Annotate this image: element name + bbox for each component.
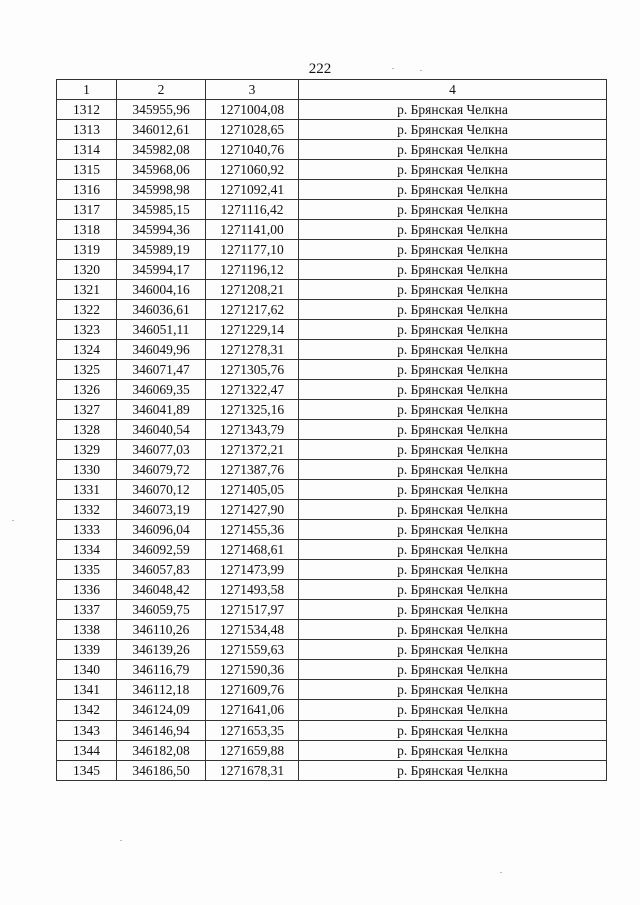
y-coordinate-cell: 1271659,88 (206, 740, 299, 760)
table-row (57, 660, 607, 680)
point-number-cell: 1318 (57, 220, 117, 240)
point-number-cell: 1316 (57, 180, 117, 200)
description-cell: р. Брянская Челкна (299, 220, 607, 240)
point-number-cell: 1334 (57, 540, 117, 560)
y-coordinate-cell: 1271405,05 (206, 480, 299, 500)
table-row (57, 100, 607, 120)
x-coordinate-cell: 345989,19 (117, 240, 206, 260)
y-coordinate-cell: 1271217,62 (206, 300, 299, 320)
x-coordinate-cell: 346186,50 (117, 760, 206, 780)
y-coordinate-cell: 1271468,61 (206, 540, 299, 560)
point-number-cell: 1329 (57, 440, 117, 460)
point-number-cell: 1332 (57, 500, 117, 520)
x-coordinate-cell: 346057,83 (117, 560, 206, 580)
table-row (57, 360, 607, 380)
point-number-cell: 1313 (57, 120, 117, 140)
x-coordinate-cell: 346041,89 (117, 400, 206, 420)
point-number-cell: 1315 (57, 160, 117, 180)
point-number-cell: 1328 (57, 420, 117, 440)
description-cell: р. Брянская Челкна (299, 420, 607, 440)
y-coordinate-cell: 1271590,36 (206, 660, 299, 680)
table-body (57, 100, 607, 781)
description-cell: р. Брянская Челкна (299, 260, 607, 280)
table-row (57, 700, 607, 720)
table-row (57, 220, 607, 240)
table-header-row (57, 80, 607, 100)
x-coordinate-cell: 346077,03 (117, 440, 206, 460)
table-row (57, 300, 607, 320)
table-row (57, 720, 607, 740)
x-coordinate-cell: 346036,61 (117, 300, 206, 320)
table-row (57, 120, 607, 140)
x-coordinate-cell: 346004,16 (117, 280, 206, 300)
table-row (57, 440, 607, 460)
description-cell: р. Брянская Челкна (299, 240, 607, 260)
point-number-cell: 1320 (57, 260, 117, 280)
description-cell: р. Брянская Челкна (299, 720, 607, 740)
x-coordinate-cell: 346051,11 (117, 320, 206, 340)
table-row (57, 620, 607, 640)
table-row (57, 280, 607, 300)
point-number-cell: 1337 (57, 600, 117, 620)
table-row (57, 520, 607, 540)
x-coordinate-cell: 345982,08 (117, 140, 206, 160)
scan-speck (12, 520, 14, 521)
description-cell: р. Брянская Челкна (299, 140, 607, 160)
table-row (57, 500, 607, 520)
point-number-cell: 1331 (57, 480, 117, 500)
y-coordinate-cell: 1271455,36 (206, 520, 299, 540)
y-coordinate-cell: 1271387,76 (206, 460, 299, 480)
x-coordinate-cell: 345994,17 (117, 260, 206, 280)
point-number-cell: 1323 (57, 320, 117, 340)
description-cell: р. Брянская Челкна (299, 760, 607, 780)
table-row (57, 260, 607, 280)
table-row (57, 240, 607, 260)
description-cell: р. Брянская Челкна (299, 380, 607, 400)
y-coordinate-cell: 1271092,41 (206, 180, 299, 200)
x-coordinate-cell: 346112,18 (117, 680, 206, 700)
table-row (57, 540, 607, 560)
x-coordinate-cell: 346073,19 (117, 500, 206, 520)
y-coordinate-cell: 1271609,76 (206, 680, 299, 700)
y-coordinate-cell: 1271343,79 (206, 420, 299, 440)
description-cell: р. Брянская Челкна (299, 300, 607, 320)
description-cell: р. Брянская Челкна (299, 580, 607, 600)
table-row (57, 420, 607, 440)
description-cell: р. Брянская Челкна (299, 360, 607, 380)
point-number-cell: 1340 (57, 660, 117, 680)
point-number-cell: 1326 (57, 380, 117, 400)
point-number-cell: 1336 (57, 580, 117, 600)
table-row (57, 640, 607, 660)
x-coordinate-cell: 345994,36 (117, 220, 206, 240)
point-number-cell: 1317 (57, 200, 117, 220)
x-coordinate-cell: 346048,42 (117, 580, 206, 600)
y-coordinate-cell: 1271325,16 (206, 400, 299, 420)
y-coordinate-cell: 1271040,76 (206, 140, 299, 160)
column-header-4: 4 (299, 80, 607, 100)
x-coordinate-cell: 346182,08 (117, 740, 206, 760)
x-coordinate-cell: 346079,72 (117, 460, 206, 480)
x-coordinate-cell: 346139,26 (117, 640, 206, 660)
table-row (57, 560, 607, 580)
point-number-cell: 1345 (57, 760, 117, 780)
y-coordinate-cell: 1271322,47 (206, 380, 299, 400)
table-row (57, 680, 607, 700)
y-coordinate-cell: 1271517,97 (206, 600, 299, 620)
column-header-1: 1 (57, 80, 117, 100)
y-coordinate-cell: 1271196,12 (206, 260, 299, 280)
column-header-2: 2 (117, 80, 206, 100)
description-cell: р. Брянская Челкна (299, 600, 607, 620)
y-coordinate-cell: 1271004,08 (206, 100, 299, 120)
y-coordinate-cell: 1271305,76 (206, 360, 299, 380)
point-number-cell: 1343 (57, 720, 117, 740)
coordinates-table (56, 79, 607, 781)
scan-speck (420, 70, 422, 71)
description-cell: р. Брянская Челкна (299, 540, 607, 560)
x-coordinate-cell: 346146,94 (117, 720, 206, 740)
description-cell: р. Брянская Челкна (299, 400, 607, 420)
y-coordinate-cell: 1271208,21 (206, 280, 299, 300)
table-row (57, 140, 607, 160)
table-row (57, 760, 607, 780)
description-cell: р. Брянская Челкна (299, 740, 607, 760)
x-coordinate-cell: 346124,09 (117, 700, 206, 720)
y-coordinate-cell: 1271641,06 (206, 700, 299, 720)
table-row (57, 460, 607, 480)
table-row (57, 320, 607, 340)
point-number-cell: 1325 (57, 360, 117, 380)
description-cell: р. Брянская Челкна (299, 560, 607, 580)
x-coordinate-cell: 346069,35 (117, 380, 206, 400)
x-coordinate-cell: 346040,54 (117, 420, 206, 440)
y-coordinate-cell: 1271559,63 (206, 640, 299, 660)
table-row (57, 580, 607, 600)
y-coordinate-cell: 1271534,48 (206, 620, 299, 640)
description-cell: р. Брянская Челкна (299, 440, 607, 460)
y-coordinate-cell: 1271372,21 (206, 440, 299, 460)
description-cell: р. Брянская Челкна (299, 180, 607, 200)
table-row (57, 480, 607, 500)
y-coordinate-cell: 1271116,42 (206, 200, 299, 220)
description-cell: р. Брянская Челкна (299, 320, 607, 340)
x-coordinate-cell: 346092,59 (117, 540, 206, 560)
table-row (57, 160, 607, 180)
point-number-cell: 1327 (57, 400, 117, 420)
table-row (57, 380, 607, 400)
x-coordinate-cell: 345955,96 (117, 100, 206, 120)
point-number-cell: 1335 (57, 560, 117, 580)
point-number-cell: 1333 (57, 520, 117, 540)
scan-speck (500, 872, 502, 873)
point-number-cell: 1314 (57, 140, 117, 160)
table-row (57, 340, 607, 360)
page-number: 222 (308, 61, 332, 77)
description-cell: р. Брянская Челкна (299, 460, 607, 480)
description-cell: р. Брянская Челкна (299, 640, 607, 660)
point-number-cell: 1342 (57, 700, 117, 720)
y-coordinate-cell: 1271060,92 (206, 160, 299, 180)
table-row (57, 200, 607, 220)
x-coordinate-cell: 346049,96 (117, 340, 206, 360)
y-coordinate-cell: 1271141,00 (206, 220, 299, 240)
scan-speck (392, 68, 394, 69)
point-number-cell: 1324 (57, 340, 117, 360)
x-coordinate-cell: 345998,98 (117, 180, 206, 200)
x-coordinate-cell: 346012,61 (117, 120, 206, 140)
x-coordinate-cell: 346110,26 (117, 620, 206, 640)
x-coordinate-cell: 346096,04 (117, 520, 206, 540)
table-row (57, 400, 607, 420)
point-number-cell: 1338 (57, 620, 117, 640)
y-coordinate-cell: 1271177,10 (206, 240, 299, 260)
description-cell: р. Брянская Челкна (299, 200, 607, 220)
table-row (57, 600, 607, 620)
y-coordinate-cell: 1271028,65 (206, 120, 299, 140)
point-number-cell: 1344 (57, 740, 117, 760)
point-number-cell: 1312 (57, 100, 117, 120)
point-number-cell: 1321 (57, 280, 117, 300)
x-coordinate-cell: 346059,75 (117, 600, 206, 620)
description-cell: р. Брянская Челкна (299, 480, 607, 500)
point-number-cell: 1341 (57, 680, 117, 700)
y-coordinate-cell: 1271653,35 (206, 720, 299, 740)
description-cell: р. Брянская Челкна (299, 280, 607, 300)
y-coordinate-cell: 1271473,99 (206, 560, 299, 580)
point-number-cell: 1330 (57, 460, 117, 480)
description-cell: р. Брянская Челкна (299, 100, 607, 120)
y-coordinate-cell: 1271229,14 (206, 320, 299, 340)
table-row (57, 180, 607, 200)
y-coordinate-cell: 1271493,58 (206, 580, 299, 600)
x-coordinate-cell: 346070,12 (117, 480, 206, 500)
description-cell: р. Брянская Челкна (299, 660, 607, 680)
scan-speck (120, 840, 122, 841)
description-cell: р. Брянская Челкна (299, 500, 607, 520)
x-coordinate-cell: 346071,47 (117, 360, 206, 380)
description-cell: р. Брянская Челкна (299, 160, 607, 180)
point-number-cell: 1322 (57, 300, 117, 320)
y-coordinate-cell: 1271278,31 (206, 340, 299, 360)
description-cell: р. Брянская Челкна (299, 340, 607, 360)
column-header-3: 3 (206, 80, 299, 100)
x-coordinate-cell: 345985,15 (117, 200, 206, 220)
y-coordinate-cell: 1271678,31 (206, 760, 299, 780)
description-cell: р. Брянская Челкна (299, 120, 607, 140)
y-coordinate-cell: 1271427,90 (206, 500, 299, 520)
description-cell: р. Брянская Челкна (299, 520, 607, 540)
point-number-cell: 1319 (57, 240, 117, 260)
point-number-cell: 1339 (57, 640, 117, 660)
description-cell: р. Брянская Челкна (299, 620, 607, 640)
x-coordinate-cell: 346116,79 (117, 660, 206, 680)
x-coordinate-cell: 345968,06 (117, 160, 206, 180)
description-cell: р. Брянская Челкна (299, 700, 607, 720)
table-row (57, 740, 607, 760)
description-cell: р. Брянская Челкна (299, 680, 607, 700)
